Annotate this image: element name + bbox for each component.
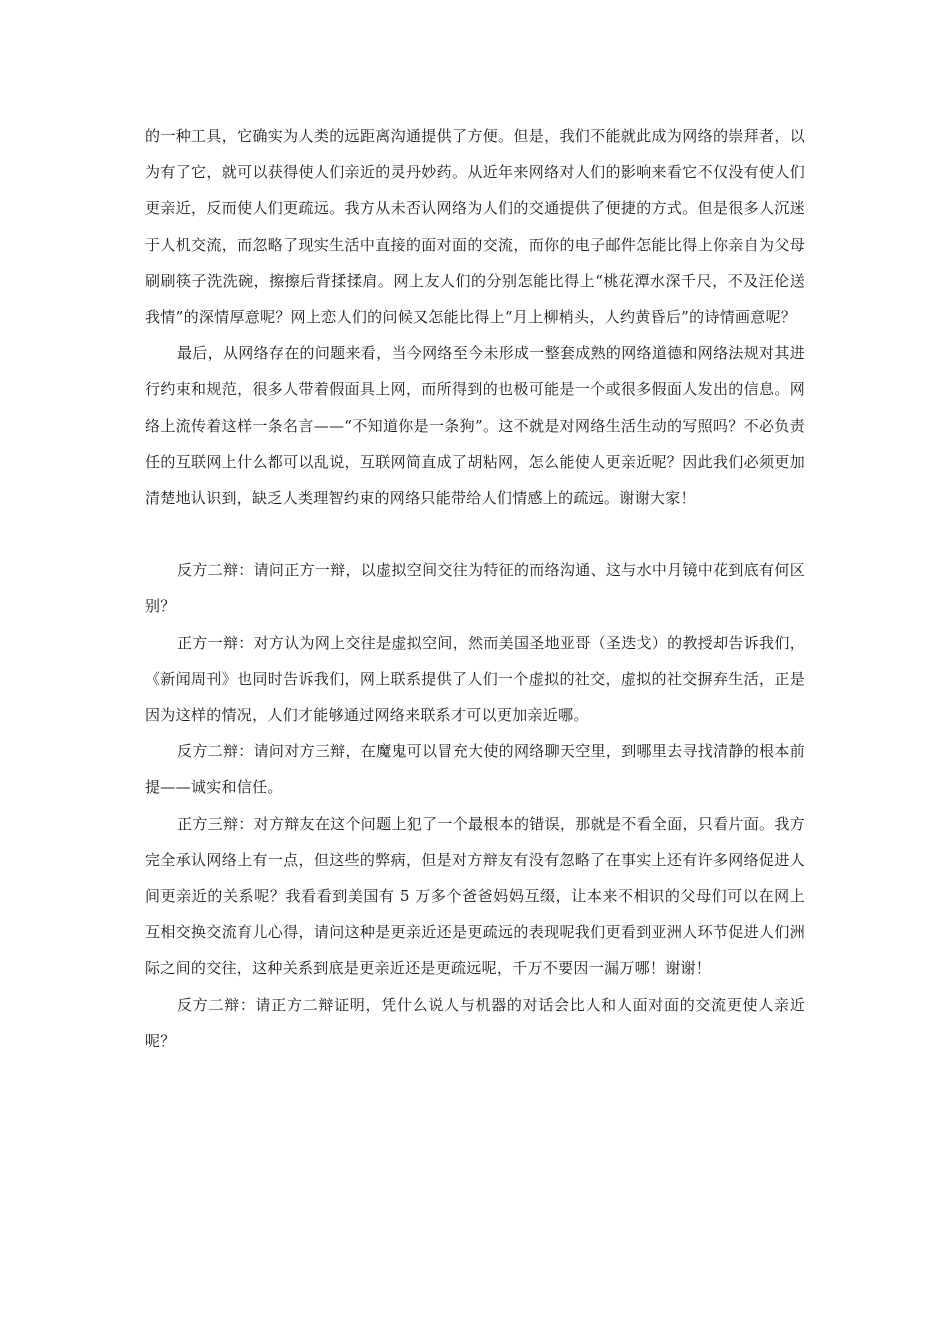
paragraph-pro-first-answer: 正方一辩：对方认为网上交往是虚拟空间，然而美国圣地亚哥（圣迭戈）的教授却告诉我们，《新闻周刊》也同时告诉我们，网上联系提供了人们一个虚拟的社交，虚拟的社交摒弃生活，正是因为这样的情况，人们才能够通过网络来联系才可以更加亲近哪。 xyxy=(145,633,805,725)
section-gap xyxy=(145,516,805,552)
paragraph-con-second-question-3: 反方二辩：请正方二辩证明，凭什么说人与机器的对话会比人和人面对面的交流更使人亲近呢？ xyxy=(145,995,805,1050)
document-body xyxy=(145,118,805,1059)
paragraph-pro-third-answer: 正方三辩：对方辩友在这个问题上犯了一个最根本的错误，那就是不看全面，只看片面。我方完全承认网络上有一点，但这些的弊病，但是对方辩友有没有忽略了在事实上还有许多网络促进人间更亲近的关系呢？我看看到美国有 5 万多个爸爸妈妈互缀，让本来不相识的父母们可以在网上互相交换交流育儿心得，请问这种是更亲近还是更疏远的表现呢我们更看到亚洲人环节促进人们洲际之间的交往，这种关系到底是更亲近还是更疏远呢，千万不要因一漏万哪！谢谢！ xyxy=(145,814,805,978)
paragraph-con-second-question-2: 反方二辩：请问对方三辩，在魔鬼可以冒充大使的网络聊天空里，到哪里去寻找清静的根本前提——诚实和信任。 xyxy=(145,742,805,797)
paragraph-con-second-question: 反方二辩：请问正方一辩，以虚拟空间交往为特征的而络沟通、这与水中月镜中花到底有何区别？ xyxy=(145,561,805,616)
paragraph-continuation: 的一种工具，它确实为人类的远距离沟通提供了方便。但是，我们不能就此成为网络的崇拜者，以为有了它，就可以获得使人们亲近的灵丹妙药。从近年来网络对人们的影响来看它不仅没有使人们更亲近，反而使人们更疏远。我方从未否认网络为人们的交通提供了便捷的方式。但是很多人沉迷于人机交流，而忽略了现实生活中直接的面对面的交流，而你的电子邮件怎能比得上你亲自为父母刷刷筷子洗洗碗，擦擦后背揉揉肩。网上友人们的分别怎能比得上“桃花潭水深千尺，不及汪伦送我情”的深情厚意呢？网上恋人们的问候又怎能比得上“月上柳梢头，人约黄昏后”的诗情画意呢？ xyxy=(145,127,805,327)
paragraph-conclusion: 最后，从网络存在的问题来看，当今网络至今未形成一整套成熟的网络道德和网络法规对其进行约束和规范，很多人带着假面具上网，而所得到的也极可能是一个或很多假面人发出的信息。网络上流传着这样一条名言——“不知道你是一条狗”。这不就是对网络生活生动的写照吗？不必负责任的互联网上什么都可以乱说，互联网简直成了胡粘网，怎么能使人更亲近呢？因此我们必须更加清楚地认识到，缺乏人类理智约束的网络只能带给人们情感上的疏远。谢谢大家！ xyxy=(145,344,805,508)
